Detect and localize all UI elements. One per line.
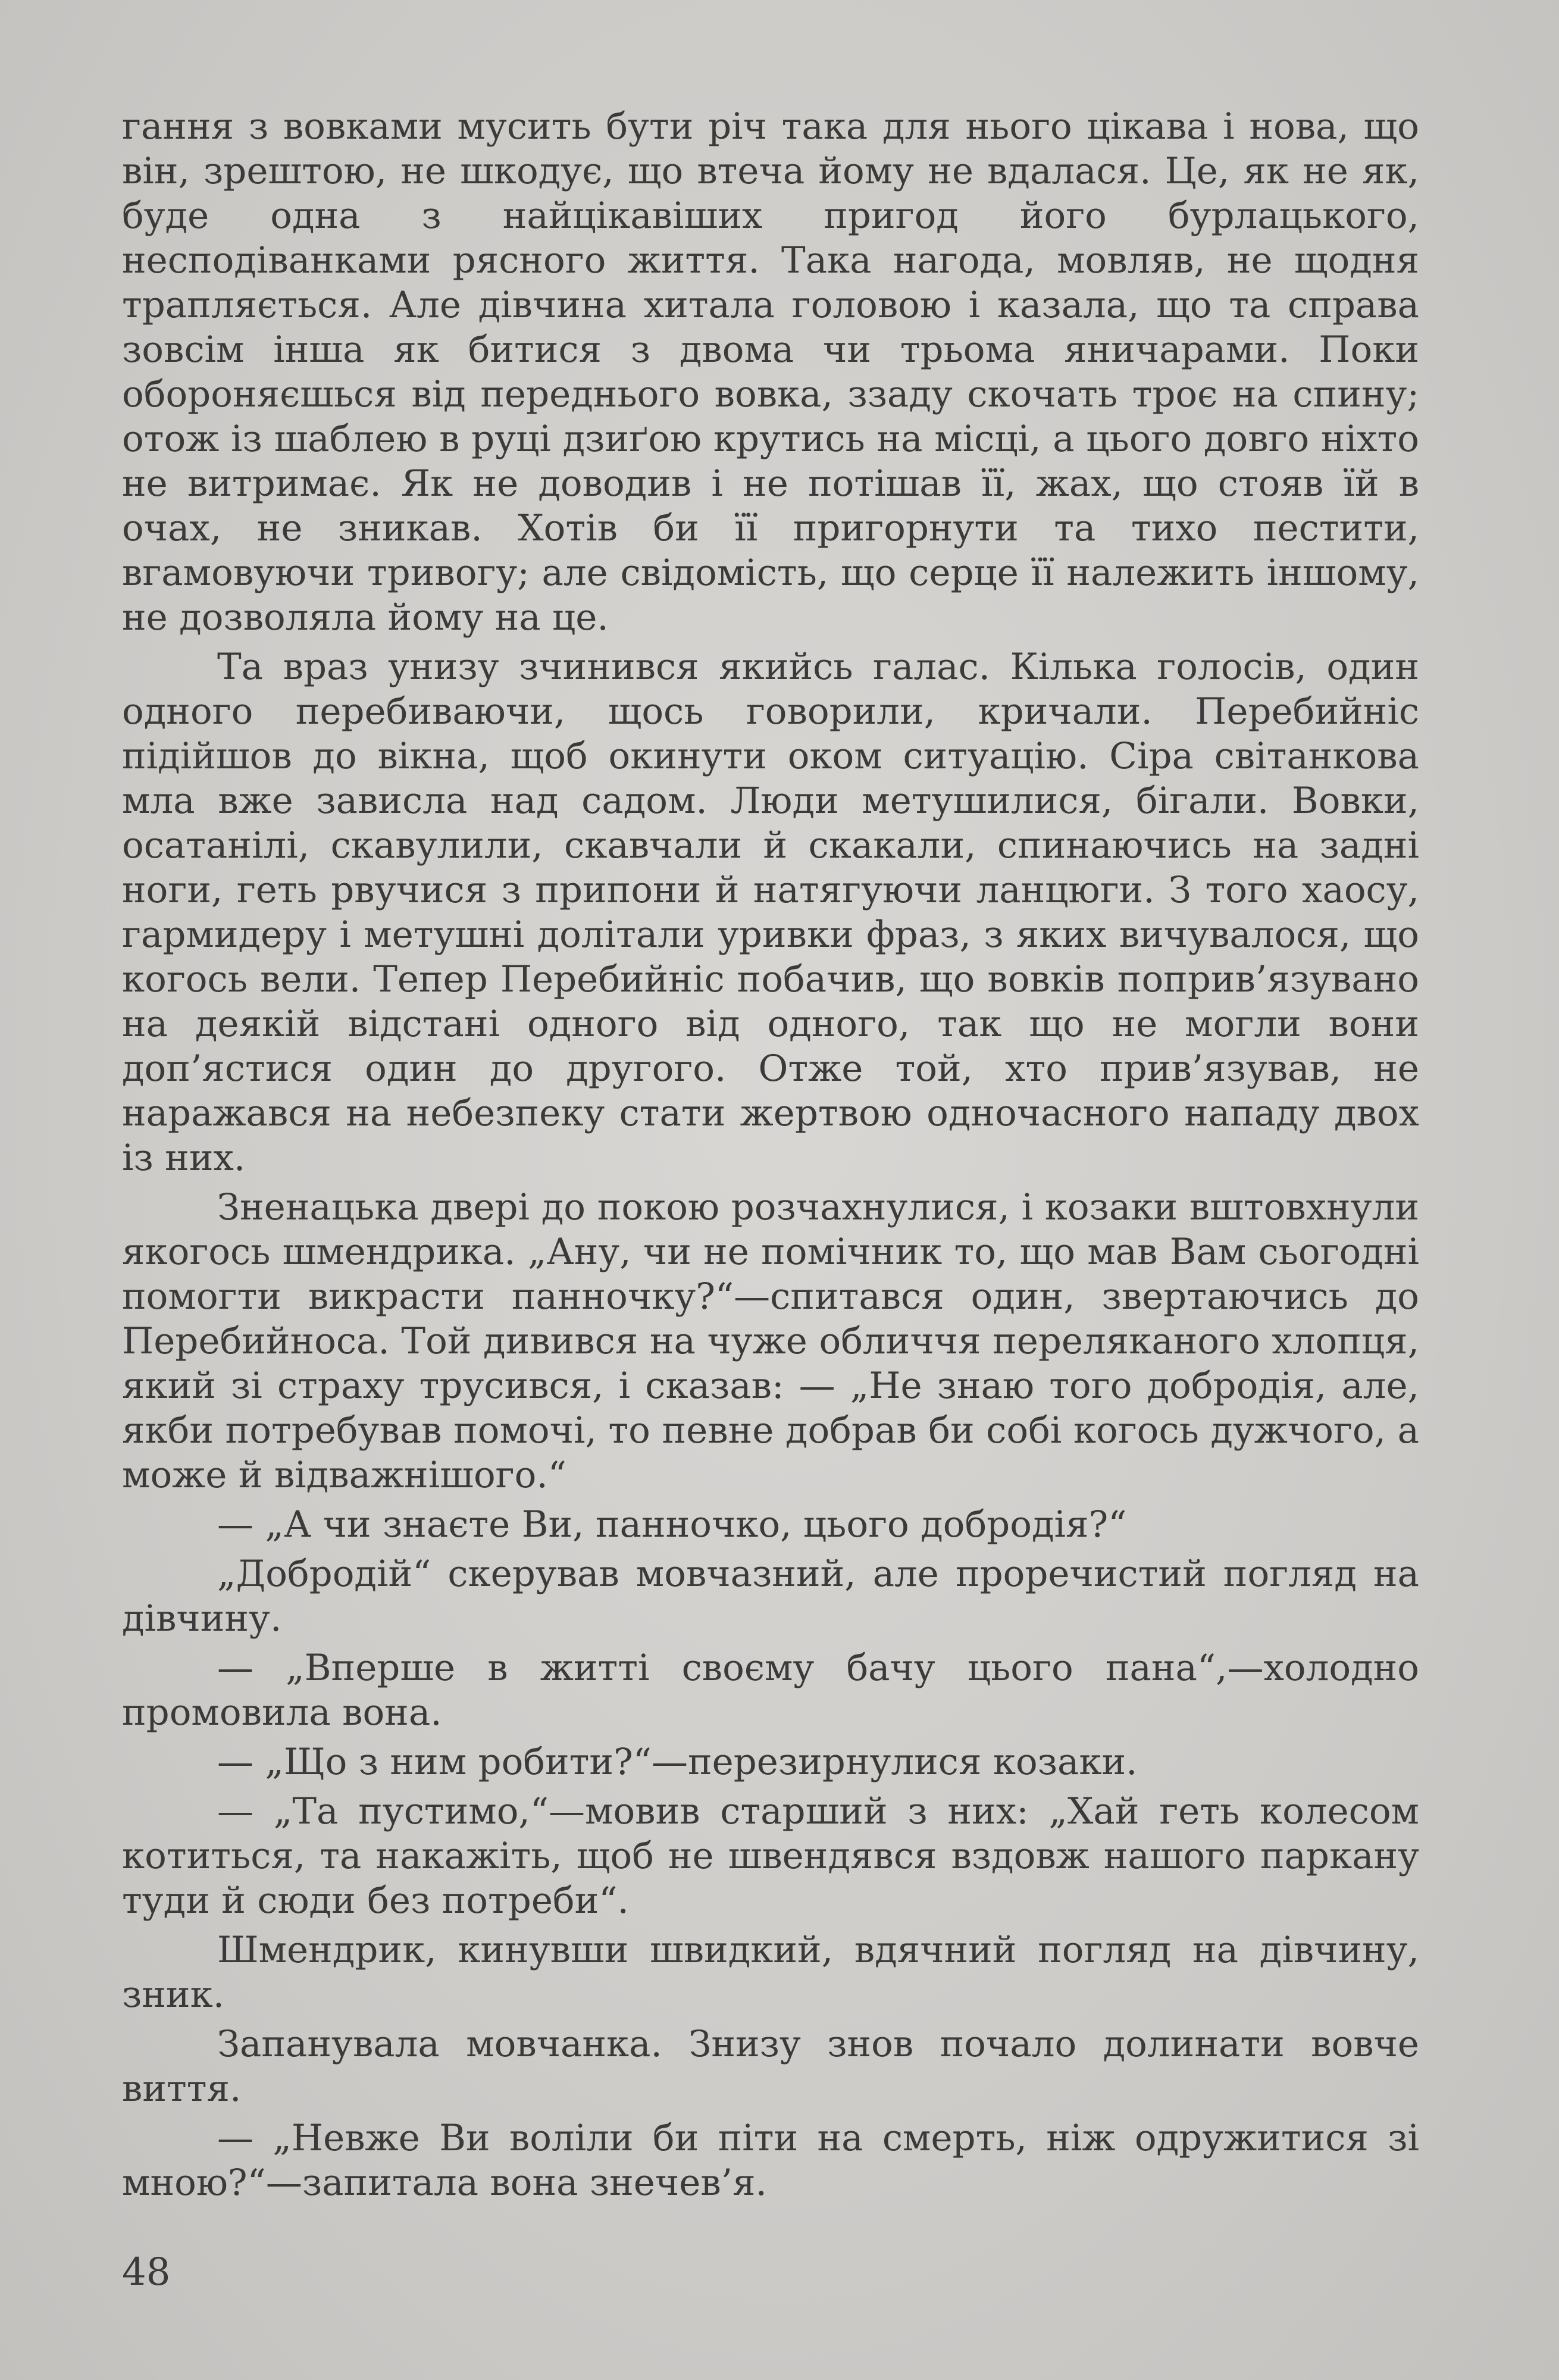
paragraph: „Добродій“ скерував мовчазний, але проречистий погляд на дівчину. <box>122 1553 1419 1640</box>
paragraph: гання з вовками мусить бути річ така для нього цікава і нова, що він, зрештою, не шкодує, що втеча йому не вдалася. Це, як не як, буде одна з найцікавіших пригод його бурлацького, несподіванками рясного життя. Така нагода, мовляв, не щодня трапляється. Але дівчина хитала головою і казала, що та справа зовсім інша як битися з двома чи трьома яничарами. Поки обороняєшься від переднього вовка, ззаду скочать троє на спину; отож із шаблею в руці дзиґою крутись на місці, а цього довго ніхто не витримає. Як не доводив і не потішав її, жах, що стояв їй в очах, не зникав. Хотів би її пригорнути та тихо пестити, вгамовуючи тривогу; але свідомість, що серце її належить іншому, не дозволяла йому на це. <box>122 105 1419 639</box>
paragraph: — „Та пустимо,“—мовив старший з них: „Хай геть колесом котиться, та накажіть, щоб не швендявся вздовж нашого паркану туди й сюди без потреби“. <box>122 1790 1419 1922</box>
paragraph: — „А чи знаєте Ви, панночко, цього добродія?“ <box>217 1503 1127 1546</box>
paragraph: Запанувала мовчанка. Знизу знов почало долинати вовче виття. <box>122 2023 1419 2110</box>
paragraph: Зненацька двері до покою розчахнулися, і козаки вштовхнули якогось шмендрика. „Ану, чи не помічник то, що мав Вам сьогодні помогти викрасти панночку?“—спитався один, звертаючись до Перебийноса. Той дивився на чуже обличчя переляканого хлопця, який зі страху трусився, і сказав: — „Не знаю того добродія, але, якби потребував помочі, то певне добрав би собі когось дужчого, а може й відважнішого.“ <box>122 1186 1419 1496</box>
paragraph: Та враз унизу зчинився якийсь галас. Кілька голосів, один одного перебиваючи, щось говорили, кричали. Перебийніс підійшов до вікна, щоб окинути оком ситуацію. Сіра світанкова мла вже зависла над садом. Люди метушилися, бігали. Вовки, осатанілі, скавулили, скавчали й скакали, спинаючись на задні ноги, геть рвучися з припони й натягуючи ланцюги. З того хаосу, гармидеру і метушні долітали уривки фраз, з яких вичувалося, що когось вели. Тепер Перебийніс побачив, що вовків поприв’язувано на деякій відстані одного від одного, так що не могли вони доп’ястися один до другого. Отже той, хто прив’язував, не наражався на небезпеку стати жертвою одночасного нападу двох із них. <box>122 646 1419 1179</box>
paragraph: — „Що з ним робити?“—перезирнулися козаки. <box>217 1741 1138 1783</box>
paragraph: Шмендрик, кинувши швидкий, вдячний погляд на дівчину, зник. <box>122 1929 1419 2016</box>
page-number: 48 <box>122 2250 171 2294</box>
paragraph: — „Невже Ви воліли би піти на смерть, ніж одружитися зі мною?“—запитала вона знечев’я. <box>122 2117 1419 2204</box>
body-text <box>122 104 1419 2205</box>
paragraph: — „Вперше в житті своєму бачу цього пана“,—холодно промовила вона. <box>122 1647 1419 1734</box>
